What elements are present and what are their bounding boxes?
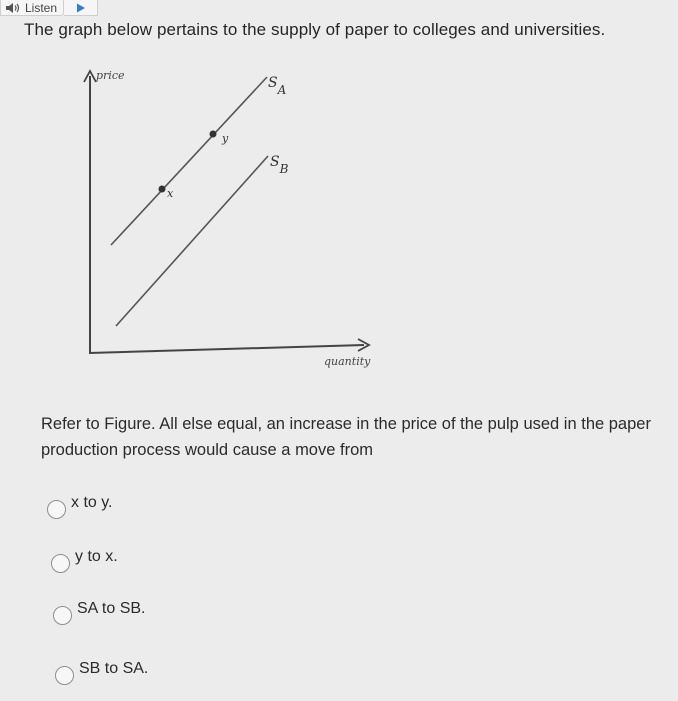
supply-graph: [60, 62, 390, 372]
supply-curve-b-label: SB: [270, 154, 289, 176]
question-title: The graph below pertains to the supply of paper to colleges and universities.: [24, 20, 606, 39]
answer-option-label: y to x.: [75, 548, 118, 565]
answer-option-1[interactable]: [47, 493, 113, 519]
supply-curve-b: [116, 156, 268, 326]
answer-option-2[interactable]: [51, 547, 118, 573]
question-prompt: Refer to Figure. All else equal, an increase in the price of the pulp used in the paper production process would cause a move from: [41, 415, 651, 459]
answer-option-3[interactable]: [53, 599, 145, 625]
point-y-label: y: [222, 132, 229, 145]
x-axis-label: quantity: [324, 355, 371, 368]
answer-option-label: x to y.: [71, 494, 113, 511]
audio-toolbar: [0, 0, 120, 16]
point-x-label: x: [167, 187, 174, 200]
play-icon: [76, 3, 86, 13]
answer-option-label: SA to SB.: [77, 600, 146, 617]
radio-button[interactable]: [55, 666, 74, 685]
answer-option-label: SB to SA.: [79, 660, 149, 677]
listen-label: Listen: [25, 0, 58, 15]
x-axis: [89, 345, 364, 353]
y-axis-label: price: [96, 69, 125, 82]
answer-option-4[interactable]: [55, 659, 148, 685]
radio-button[interactable]: [51, 554, 70, 573]
supply-curve-a: [111, 77, 267, 245]
point-x: [159, 186, 166, 193]
supply-curve-a-label: SA: [268, 75, 287, 97]
play-button[interactable]: [64, 0, 98, 16]
radio-button[interactable]: [53, 606, 72, 625]
listen-button[interactable]: [0, 0, 64, 16]
speaker-icon: [5, 2, 21, 14]
point-y: [210, 131, 217, 138]
radio-button[interactable]: [47, 500, 66, 519]
